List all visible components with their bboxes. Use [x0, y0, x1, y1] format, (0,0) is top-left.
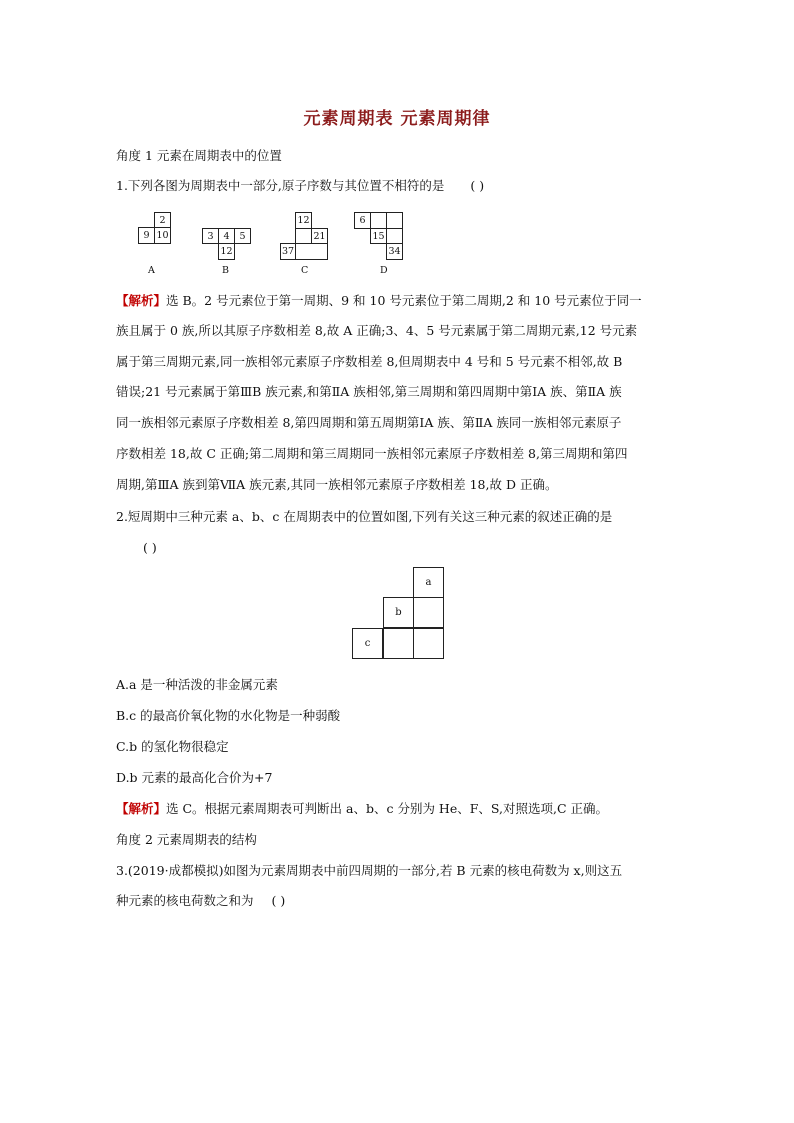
figure-b-cell: 5: [234, 228, 251, 244]
answer-blank: ( ): [271, 893, 286, 908]
figure-c-cell: 37: [280, 243, 296, 260]
figure-c: [280, 212, 330, 282]
question-3-text: 种元素的核电荷数之和为: [116, 893, 254, 908]
figure-a-cell: 2: [154, 212, 171, 228]
answer-blank: ( ): [470, 178, 485, 193]
grid-cell-a: a: [413, 567, 444, 598]
section-heading-2: 角度 2 元素周期表的结构: [116, 832, 257, 847]
answer-blank: ( ): [143, 540, 157, 555]
figure-d-cell: [386, 228, 403, 244]
section-heading-1: 角度 1 元素在周期表中的位置: [116, 148, 282, 163]
question-2-stem: 2.短周期中三种元素 a、b、c 在周期表中的位置如图,下列有关这三种元素的叙述正确的是: [116, 509, 613, 524]
analysis-text: 选 B。2 号元素位于第一周期、9 和 10 号元素位于第二周期,2 和 10 号元素位于同一: [166, 293, 642, 308]
figure-d-cell: [370, 212, 387, 229]
figure-d-cell: [386, 212, 403, 229]
figure-b-cell: 3: [202, 228, 219, 244]
option-b: B.c 的最高价氧化物的水化物是一种弱酸: [116, 708, 341, 723]
analysis-line: 族且属于 0 族,所以其原子序数相差 8,故 A 正确;3、4、5 号元素属于第二周期元素,12 号元素: [116, 323, 638, 338]
figure-d-label: D: [380, 265, 388, 276]
figure-a-label: A: [148, 265, 155, 276]
figure-c-cell: 21: [311, 228, 328, 244]
figure-c-connector: [295, 228, 312, 244]
figure-a-cell: 9: [138, 227, 155, 244]
page-title: 元素周期表 元素周期律: [303, 109, 491, 129]
question-1-stem: [116, 178, 484, 194]
analysis-tag: 【解析】: [116, 293, 167, 308]
question-3-stem-cont: [116, 893, 285, 909]
figure-c-connector: [295, 243, 328, 260]
option-d: D.b 元素的最高化合价为+7: [116, 770, 273, 785]
figure-a-cell: 10: [154, 227, 171, 244]
figure-d-cell: 15: [370, 228, 387, 244]
analysis-line: 序数相差 18,故 C 正确;第二周期和第三周期同一族相邻元素原子序数相差 8,第三周期和第四: [116, 446, 628, 461]
analysis-line: 同一族相邻元素原子序数相差 8,第四周期和第五周期第ⅠA 族、第ⅡA 族同一族相邻元素原子: [116, 415, 622, 430]
figure-c-cell: 12: [295, 212, 312, 229]
figure-a: [138, 212, 188, 282]
grid-cell-b: b: [383, 597, 414, 628]
option-a: A.a 是一种活泼的非金属元素: [116, 677, 278, 692]
analysis-line: [116, 293, 642, 309]
grid-cell: [413, 597, 444, 628]
figure-b: [202, 228, 262, 282]
figure-d: [354, 212, 404, 282]
analysis-tag: 【解析】: [116, 801, 167, 816]
figure-c-label: C: [301, 265, 309, 276]
analysis-text: 选 C。根据元素周期表可判断出 a、b、c 分别为 He、F、S,对照选项,C 正确。: [166, 801, 609, 816]
figure-b-cell: 4: [218, 228, 235, 244]
grid-cell-c: c: [352, 628, 383, 659]
analysis-line: 错误;21 号元素属于第ⅢB 族元素,和第ⅡA 族相邻,第三周期和第四周期中第ⅠA 族、第ⅡA 族: [116, 384, 622, 399]
grid-cell: [383, 628, 414, 659]
figure-d-cell: 6: [354, 212, 371, 229]
figure-d-cell: 34: [386, 243, 403, 260]
question-1-text: 1.下列各图为周期表中一部分,原子序数与其位置不相符的是: [116, 178, 445, 193]
option-c: C.b 的氢化物很稳定: [116, 739, 229, 754]
analysis-line: 属于第三周期元素,同一族相邻元素原子序数相差 8,但周期表中 4 号和 5 号元素不相邻,故 B: [116, 354, 623, 369]
analysis-line: 周期,第ⅢA 族到第ⅦA 族元素,其同一族相邻元素原子序数相差 18,故 D 正确。: [116, 477, 558, 492]
periodic-table-fragment: [352, 567, 445, 660]
grid-cell: [413, 628, 444, 659]
analysis-line: [116, 801, 608, 817]
figure-b-cell: 12: [218, 243, 235, 260]
figure-b-label: B: [222, 265, 229, 276]
question-3-stem: 3.(2019·成都模拟)如图为元素周期表中前四周期的一部分,若 B 元素的核电荷数为 x,则这五: [116, 863, 623, 878]
